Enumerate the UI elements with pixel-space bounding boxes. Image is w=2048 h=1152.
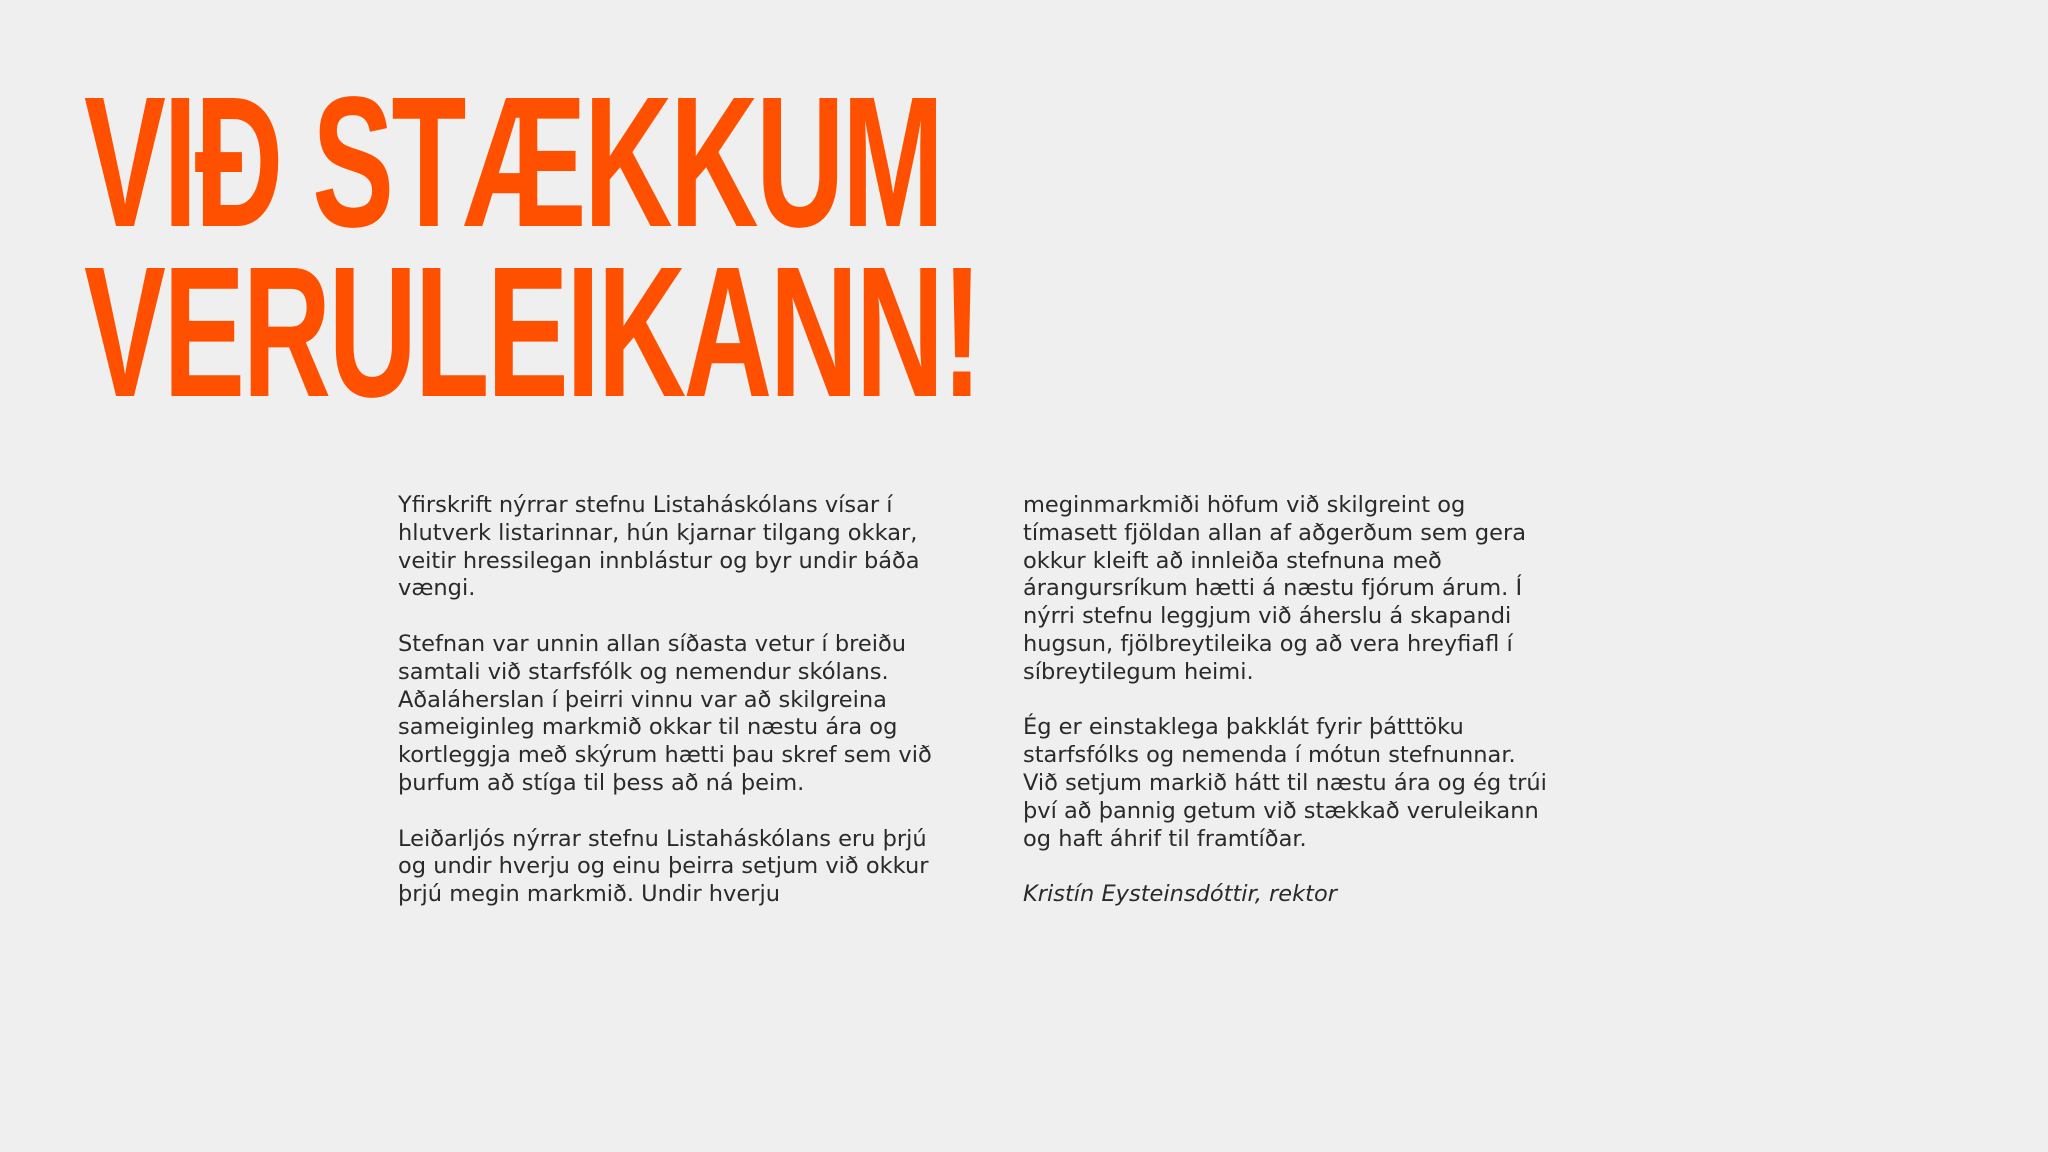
page-headline [84, 59, 980, 436]
paragraph-thanks: Ég er einstaklega þakklát fyrir þátttöku starfsfólks og nemenda í mótun stefnunnar. Við setjum markið hátt til næstu ára og ég trúi því að þannig getum við stækkað veruleikann og haft áhrif til framtíðar. [1023, 714, 1547, 852]
paragraph-goals: meginmarkmiði höfum við skilgreint og tímasett fjöldan allan af aðgerðum sem gera okkur kleift að innleiða stefnuna með árangursríkum hætti á næstu fjórum árum. Í nýrri stefnu leggjum við áherslu á skapandi hugsun, fjölbreytileika og að vera hreyfiafl í síbreytilegum heimi. [1023, 492, 1526, 685]
paragraph-intro: Yfirskrift nýrrar stefnu Listaháskólans vísar í hlutverk listarinnar, hún kjarnar tilgang okkar, veitir hressilegan innblástur og byr undir báða vængi. [398, 492, 920, 602]
body-column-right [1023, 492, 1583, 937]
headline-line-1: VIÐ STÆKKUM [84, 59, 942, 266]
author-signature: Kristín Eysteinsdóttir, rektor [1023, 881, 1338, 908]
headline-line-2: VERULEIKANN! [84, 229, 980, 436]
paragraph-guiding-lights: Leiðarljós nýrrar stefnu Listaháskólans eru þrjú og undir hverju og einu þeirra setjum við okkur þrjú megin markmið. Undir hverju [398, 825, 929, 908]
paragraph-process: Stefnan var unnin allan síðasta vetur í breiðu samtali við starfsfólk og nemendur skólans. Aðaláherslan í þeirri vinnu var að skilgreina sameiginleg markmið okkar til næstu ára og kortleggja með skýrum hætti þau skref sem við þurfum að stíga til þess að ná þeim. [398, 630, 932, 796]
body-column-left [398, 492, 958, 937]
